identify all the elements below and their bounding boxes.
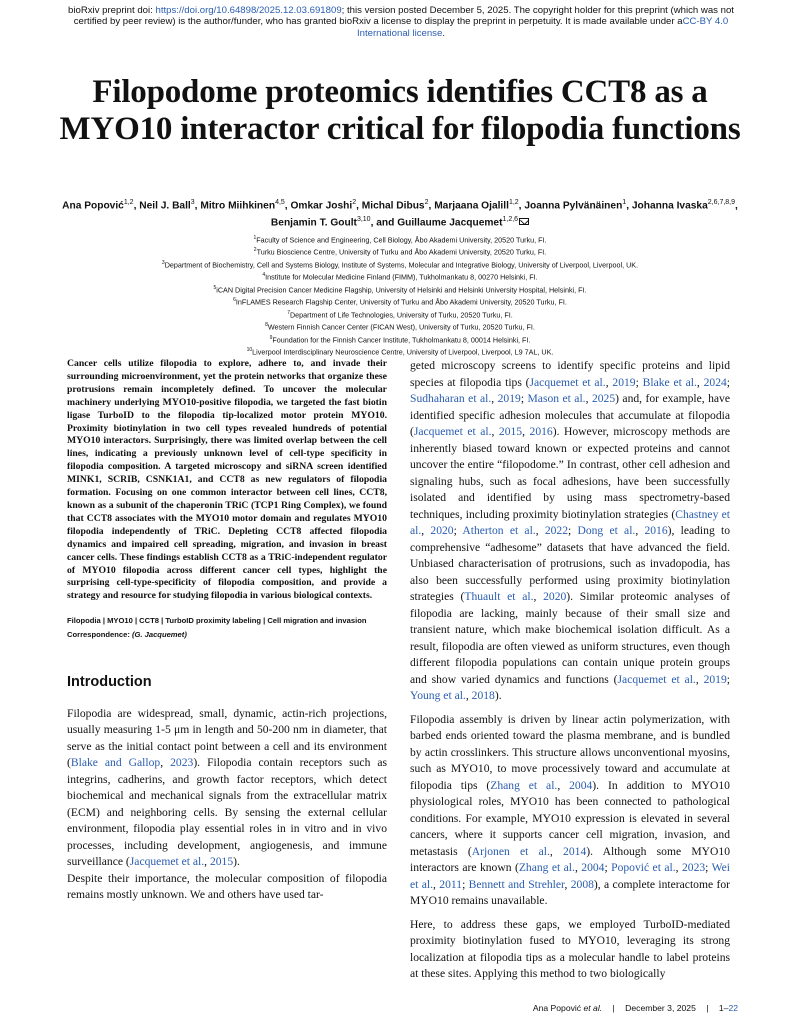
left-column <box>67 358 387 904</box>
affiliation-text: Department of Biochemistry, Cell and Systems Biology, Institute of Systems, Molecular and Integrative Biology, University of Liverpool, Liverpool, UK. <box>164 260 639 270</box>
citation-link[interactable]: 2019 <box>612 375 636 389</box>
affiliation-number: 3 <box>161 259 165 266</box>
text-run: ; <box>520 392 528 405</box>
text-run: , <box>535 524 545 537</box>
citation-link[interactable]: 2015 <box>498 425 523 438</box>
affiliation-text: Liverpool Interdisciplinary Neuroscience Centre, University of Liverpool, Liverpool, L9 7AL, UK. <box>252 347 554 357</box>
citation-link[interactable]: Bennett and Strehler <box>468 877 565 891</box>
citation-link[interactable]: 2016 <box>529 425 553 438</box>
text-run: ), a complete interactome for MYO10 remains unavailable. <box>410 877 731 907</box>
affiliation-number: 8 <box>265 322 268 329</box>
header-line1-suffix: ; this version posted December 5, 2025. The copyright holder for this preprint (which was not certified by peer review) is the author/funder, who has granted bioRxiv a license to display the preprint in perpetuity. It is made available under a <box>73 5 734 28</box>
affiliation-line <box>60 308 740 320</box>
affiliation-line <box>60 258 740 270</box>
right-column <box>410 358 730 990</box>
citation-link[interactable]: Jacquemet et al. <box>617 672 696 686</box>
text-run: , <box>549 844 564 858</box>
paper-title: Filopodome proteomics identifies CCT8 as a MYO10 interactor critical for filopodia functions <box>59 74 741 147</box>
keywords: Filopodia | MYO10 | CCT8 | TurboID proximity labeling | Cell migration and invasion <box>67 616 367 626</box>
citation-link[interactable]: 2015 <box>209 855 234 869</box>
text-run: , <box>160 756 171 770</box>
text-run: ; <box>726 375 731 389</box>
author-name: Marjaana Ojalill <box>434 200 509 212</box>
header-line1-prefix: bioRxiv preprint doi: <box>68 5 156 16</box>
section-title-introduction: Introduction <box>67 673 152 690</box>
affiliation-text: Turku Bioscience Centre, University of Turku and Åbo Akademi University, 20520 Turku, FI. <box>256 247 547 257</box>
affiliation-line <box>60 333 740 345</box>
citation-link[interactable]: Zhang et al. <box>490 778 558 792</box>
citation-link[interactable]: 2016 <box>644 524 668 537</box>
author-name: Mitro Miihkinen <box>200 200 276 212</box>
affiliation-number: 4 <box>262 272 266 279</box>
author-affiliation-marks: 1 <box>622 199 627 206</box>
author-name: Guillaume Jacquemet <box>397 217 503 229</box>
body-paragraph-2 <box>410 712 730 910</box>
text-run: , <box>585 392 592 405</box>
citation-link[interactable]: 2018 <box>471 689 495 702</box>
envelope-icon <box>519 218 529 225</box>
text-run: , <box>675 861 682 874</box>
affiliation-number: 9 <box>269 334 273 341</box>
intro-paragraph-1 <box>67 706 387 871</box>
citation-link[interactable]: Dong et al. <box>577 524 636 537</box>
affiliation-number: 5 <box>213 284 217 291</box>
author-affiliation-marks: 3 <box>190 199 195 206</box>
affiliation-number: 10 <box>246 347 253 354</box>
author-name: Ana Popović <box>62 200 124 212</box>
citation-link[interactable]: 2019 <box>703 672 727 686</box>
body-paragraph-1 <box>410 358 730 705</box>
citation-link[interactable]: Jacquemet et al. <box>529 375 606 389</box>
citation-link[interactable]: Zhang et al. <box>518 861 575 874</box>
citation-link[interactable]: Blake and Gallop <box>70 756 161 770</box>
citation-link[interactable]: 2008 <box>570 877 594 891</box>
citation-link[interactable]: Thuault et al. <box>464 590 534 603</box>
citation-link[interactable]: Atherton et al. <box>462 524 536 537</box>
author-affiliation-marks: 2,6,7,8,9 <box>707 199 736 206</box>
citation-link[interactable]: Sudhaharan et al. <box>410 392 492 405</box>
text-run: , <box>421 524 431 537</box>
text-run: ). In addition to MYO10 physiological roles, MYO10 has been connected to pathological conditions. For example, MYO10 expression is elevated in several cancers, where it supports cancer cell migration, invasion, and metastasis ( <box>410 778 730 858</box>
author-separator: , <box>284 200 291 212</box>
citation-link[interactable]: 2023 <box>681 861 706 874</box>
affiliation-number: 7 <box>287 309 290 316</box>
affiliation-number: 2 <box>253 247 257 254</box>
text-run: , <box>557 778 570 792</box>
citation-link[interactable]: 2014 <box>563 844 587 858</box>
affiliation-number: 6 <box>233 297 236 304</box>
citation-link[interactable]: 2011 <box>439 877 463 891</box>
text-run: ), leading to comprehensive “adhesome” datasets that have advanced the field. Unbiased characterisation of protrusions, such as invadopodia, has also been successfully performed using proximity biotinylation strategies ( <box>410 524 730 603</box>
text-run: ; <box>635 375 643 389</box>
citation-link[interactable]: 2019 <box>497 392 521 405</box>
text-run: ). However, microscopy methods are inherently biased toward known or expected proteins and cannot uncover the entire “filopodome.” In contrast, other cell adhesion and signaling hubs, such as focal adhesions, have been successfully isolated and identified by using mass spectrometry-based techniques, including proximity biotinylation strategies ( <box>410 425 731 521</box>
author-affiliation-marks: 3,10 <box>356 216 371 224</box>
author-separator: , <box>133 200 140 212</box>
text-run: , <box>433 877 440 891</box>
affiliation-line <box>60 345 740 357</box>
text-run: , <box>635 524 645 537</box>
text-run: , <box>465 689 472 702</box>
citation-link[interactable]: 2004 <box>569 778 593 792</box>
correspondence-label: Correspondence: <box>67 629 132 639</box>
text-run: ). <box>233 855 240 869</box>
author-separator: , <box>626 200 632 212</box>
citation-link[interactable]: 2023 <box>170 756 194 770</box>
text-run: , <box>605 375 613 389</box>
text-run: ). Similar proteomic analyses of filopodia are lacking, mainly because of their small size and transient nature, which make biochemical isolation difficult. As a result, filopodia are often viewed as uniform structures, even though different filopodia populations can contain unique protein groups and show varied dynamics and functions ( <box>410 590 730 686</box>
footer-separator: | <box>612 1003 615 1013</box>
author-name: Johanna Ivaska <box>631 200 708 212</box>
citation-link[interactable]: Jacquemet et al. <box>413 425 492 438</box>
citation-link[interactable]: Popović et al. <box>611 861 676 874</box>
text-run: Filopodia assembly is driven by linear actin polymerization, with barbed ends oriented toward the plasma membrane, and is bundled by actin crosslinkers. This structure allows unconventional myosins, such as MYO10, to move processively toward and accumulate at filopodia tips ( <box>410 712 730 792</box>
affiliation-text: Institute for Molecular Medicine Finland (FIMM), Tukholmankatu 8, 00270 Helsinki, FI. <box>265 272 538 282</box>
affiliation-text: Western Finnish Cancer Center (FICAN West), University of Turku, 20520 Turku, FI. <box>267 322 535 332</box>
author-separator: , and <box>370 217 398 229</box>
citation-link[interactable]: Chastney et al. <box>410 507 730 537</box>
affiliation-line <box>60 283 740 295</box>
footer-etal: et al. <box>581 1003 603 1013</box>
text-run: geted microscopy screens to identify specific proteins and lipid species at filopodia tips ( <box>410 359 730 389</box>
citation-link[interactable]: 2004 <box>581 861 605 874</box>
text-run: , <box>574 861 582 874</box>
text-run: ). Filopodia contain receptors such as integrins, cadherins, and growth factor receptors, which detect biochemical and mechanical signals from the extracellular matrix (ECM) and neighboring cells. By sensing the external cellular environment, filopodia play essential roles in in vitro and in vivo processes, including development, angiogenesis, and immune surveillance ( <box>67 756 388 869</box>
preprint-header-note <box>66 5 736 39</box>
footer-page: 1– <box>718 1003 729 1013</box>
citation-link[interactable]: 2020 <box>543 590 567 603</box>
abstract: Cancer cells utilize filopodia to explore, adhere to, and invade their surrounding microenvironment, yet the protein networks that organize these protrusions remain incompletely defined. To uncover the molecular machinery underlying MYO10-positive filopodia, we targeted the fast biotin ligase TurboID to the filopodia tip-localized motor protein MYO10. Proximity biotinylation in two cell types revealed hundreds of potential MYO10 interactors. Surprisingly, there was limited overlap between the cell lines, indicating a previously unknown level of cell-type specificity in filopodia composition. A targeted microscopy and siRNA screen identified MINK1, SCRIB, CSNK1A1, and CCT8 as new regulators of filopodia formation. Focusing on one common interactor between cell lines, CCT8, known as a subunit of the chaperonin TRiC (TCP1 Ring Complex), we found that CCT8 associates with the MYO10 motor domain and regulates MYO10 filopodia independently of TRiC. Depleting CCT8 affected filopodia dynamics and impaired cell spreading, migration, and invasion in breast cancer cells. These findings establish CCT8 as a TRiC-independent regulator of MYO10 filopodia across different cancer cell types, highlight the surprising cell-type-specificity of filopodia composition, and provide a strategy and resource for studying filopodia in various biological contexts. <box>67 358 387 602</box>
author-separator: , <box>735 200 738 212</box>
text-run: , <box>491 425 499 438</box>
text-run: ; <box>462 877 469 891</box>
citation-link[interactable]: 2024 <box>703 375 727 389</box>
citation-link[interactable]: Mason et al. <box>527 392 586 405</box>
affiliation-text: InFLAMES Research Flagship Center, University of Turku and Åbo Akademi University, 20520 Turku, FI. <box>235 297 567 307</box>
text-run: ; <box>568 524 578 537</box>
text-run: , <box>204 855 210 869</box>
author-affiliation-marks: 1,2,6 <box>502 216 519 224</box>
affiliation-text: Department of Life Technologies, University of Turku, 20520 Turku, FI. <box>289 310 513 320</box>
footer-date: December 3, 2025 <box>625 1003 696 1013</box>
author-name: Neil J. Ball <box>139 200 191 212</box>
text-run: ; <box>453 524 463 537</box>
text-run: , <box>695 672 704 686</box>
page-footer <box>533 1003 738 1013</box>
affiliation-number: 1 <box>253 235 257 241</box>
affiliation-text: Foundation for the Finnish Cancer Institute, Tukholmankatu 8, 00014 Helsinki, FI. <box>272 335 531 345</box>
affiliation-line <box>60 245 740 257</box>
author-separator: , <box>518 200 525 212</box>
intro-paragraph-2: Despite their importance, the molecular composition of filopodia remains mostly unknown. We and others have used tar- <box>67 871 387 902</box>
citation-link[interactable]: Jacquemet et al. <box>129 855 205 869</box>
author-affiliation-marks: 2 <box>424 199 429 206</box>
affiliation-text: Faculty of Science and Engineering, Cell Biology, Åbo Akademi University, 20520 Turku, FI. <box>256 235 547 245</box>
text-run: ; <box>705 861 712 874</box>
text-run: , <box>696 375 704 389</box>
author-separator: , <box>428 200 435 212</box>
text-run: ; <box>604 861 612 874</box>
text-run: , <box>491 392 498 405</box>
text-run: , <box>564 877 571 891</box>
citation-link[interactable]: 2020 <box>430 524 454 537</box>
author-affiliation-marks: 4,5 <box>275 199 285 206</box>
citation-link[interactable]: 2025 <box>591 392 616 405</box>
affiliation-line <box>60 320 740 332</box>
correspondence-name: (G. Jacquemet) <box>131 629 187 639</box>
text-run: ) and, for example, have identified specific adhesion molecules that accumulate at filopodia ( <box>410 392 730 438</box>
affiliation-line <box>60 295 740 307</box>
citation-link[interactable]: Arjonen et al. <box>471 844 550 858</box>
author-name: Benjamin T. Goult <box>270 217 357 229</box>
text-run: , <box>522 425 530 438</box>
author-name: Joanna Pylvänäinen <box>524 200 623 212</box>
text-run: ; <box>726 672 730 686</box>
body-paragraph-3: Here, to address these gaps, we employed TurboID-mediated proximity biotinylation fused to MYO10, leveraging its strong localization at filopodia tips as a molecular handle to label proteins at these sites. Applying this method to two biologically <box>410 917 730 980</box>
citation-link[interactable]: Blake et al. <box>642 375 697 389</box>
text-run: Filopodia are widespread, small, dynamic, actin-rich projections, usually measuring 1-5 μm in length and 50-200 nm in diameter, that serve as the initial contact point between a cell and its environment ( <box>67 706 387 770</box>
affiliation-line <box>60 270 740 282</box>
header-license-end: . <box>442 27 445 39</box>
text-run: ). <box>494 689 502 702</box>
author-name: Omkar Joshi <box>290 200 353 212</box>
author-affiliation-marks: 2 <box>352 199 357 206</box>
author-separator: , <box>356 200 362 212</box>
author-name: Michal Dibus <box>361 200 425 212</box>
text-run: ). Although some MYO10 interactors are known ( <box>410 844 731 874</box>
author-list <box>60 196 740 231</box>
affiliation-text: iCAN Digital Precision Cancer Medicine Flagship, University of Helsinki and Helsinki University Hospital, Helsinki, FI. <box>216 285 587 295</box>
author-separator: , <box>194 200 201 212</box>
citation-link[interactable]: Wei et al. <box>410 861 731 891</box>
footer-separator: | <box>706 1003 709 1013</box>
footer-page-total-link[interactable]: 22 <box>728 1003 738 1013</box>
license-link[interactable]: CC-BY 4.0 International license <box>356 16 729 39</box>
citation-link[interactable]: 2022 <box>544 524 569 537</box>
text-run: , <box>533 590 544 603</box>
citation-link[interactable]: Young et al. <box>410 689 466 702</box>
author-affiliation-marks: 1,2 <box>123 199 134 206</box>
affiliation-line <box>60 233 740 245</box>
affiliation-list <box>60 233 740 358</box>
footer-author: Ana Popović <box>532 1003 582 1013</box>
author-affiliation-marks: 1,2 <box>508 199 519 206</box>
correspondence <box>67 630 387 640</box>
doi-link[interactable]: https://doi.org/10.64898/2025.12.03.691809 <box>155 5 342 16</box>
